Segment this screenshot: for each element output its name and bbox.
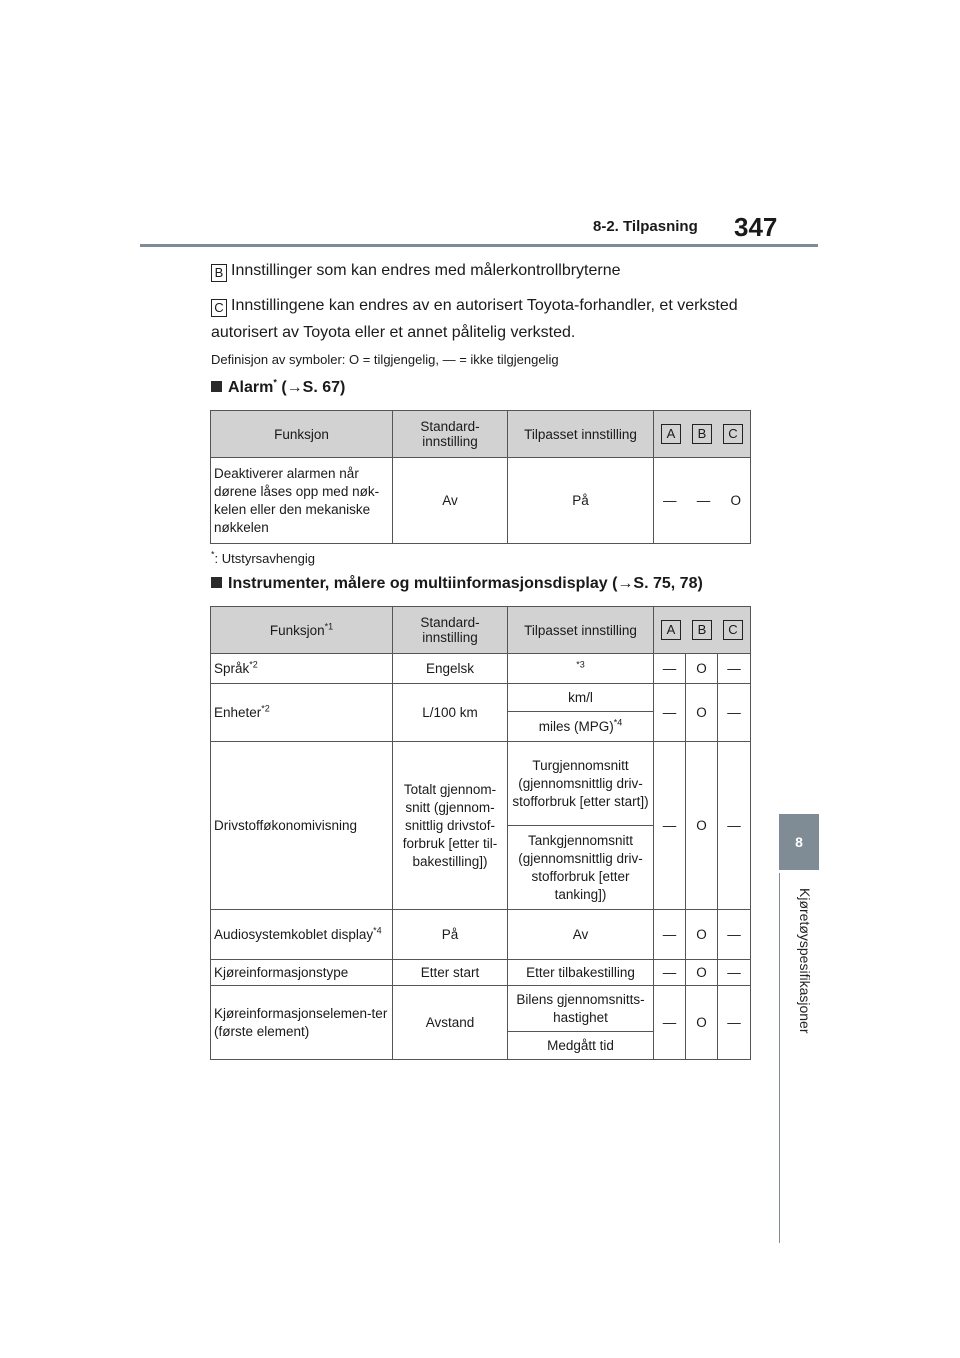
cell-b: O (686, 986, 718, 1060)
cell-function: Kjøreinformasjonstype (211, 960, 393, 986)
header-rule (140, 244, 818, 247)
table-row (211, 742, 751, 826)
cell-b: O (686, 654, 718, 684)
cell-custom: Etter tilbakestilling (508, 960, 654, 986)
table-row (211, 654, 751, 684)
legend-c-text-line2: autorisert av Toyota eller et annet pålitelig verksted. (211, 324, 576, 341)
cell-default: Engelsk (393, 654, 508, 684)
custom-sup: *4 (613, 717, 623, 727)
header-function-sup: *1 (324, 621, 334, 631)
custom-sup: *3 (576, 659, 585, 669)
cell-function (211, 910, 393, 960)
cell-default: Totalt gjennom-snitt (gjennom-snittlig drivstof-forbruk [etter til-bakestilling]) (393, 742, 508, 910)
cell-c: — (718, 986, 751, 1060)
table-row (211, 960, 751, 986)
alarm-title-sup: * (273, 377, 277, 388)
header-abc (654, 607, 751, 654)
cell-function (211, 654, 393, 684)
function-text: Språk (214, 660, 250, 676)
cell-b: O (686, 742, 718, 910)
cell-custom: Tankgjennomsnitt (gjennomsnittlig driv-stofforbruk [etter tanking]) (508, 826, 654, 910)
cell-b: O (686, 910, 718, 960)
header-function-text: Funksjon (269, 622, 325, 638)
cell-b: — (696, 492, 711, 508)
header-function: Funksjon (211, 411, 393, 458)
cell-c: — (718, 910, 751, 960)
header-custom: Tilpasset innstilling (508, 411, 654, 458)
table-row (211, 986, 751, 1032)
cell-a: — (654, 986, 686, 1060)
side-divider (779, 873, 780, 1243)
cell-default: Etter start (393, 960, 508, 986)
cell-custom: Medgått tid (508, 1032, 654, 1060)
header-default: Standard-innstilling (393, 607, 508, 654)
cell-function: Kjøreinformasjonselemen-ter (første element) (211, 986, 393, 1060)
legend-c-letter: C (211, 299, 227, 317)
instruments-title: Instrumenter, målere og multiinformasjonsdisplay (228, 575, 608, 592)
cell-abc (654, 458, 751, 544)
table-header-row (211, 411, 751, 458)
cell-b: O (686, 960, 718, 986)
section-title: 8-2. Tilpasning (593, 218, 698, 235)
header-b: B (692, 424, 712, 444)
header-a: A (661, 424, 681, 444)
instruments-heading (211, 575, 703, 593)
alarm-table (210, 410, 751, 544)
cell-custom (508, 712, 654, 742)
function-text: Enheter (214, 704, 262, 720)
table-header-row (211, 607, 751, 654)
cell-b: O (686, 684, 718, 742)
alarm-heading (211, 379, 345, 397)
cell-default: Av (393, 458, 508, 544)
table-row (211, 684, 751, 712)
legend-c (211, 296, 738, 317)
cell-function: Deaktiverer alarmen når dørene låses opp med nøk-kelen eller den mekaniske nøkkelen (211, 458, 393, 544)
page-number: 347 (734, 212, 778, 242)
function-sup: *2 (249, 659, 258, 669)
header-abc (654, 411, 751, 458)
symbol-definition: Definisjon av symboler: O = tilgjengelig, — = ikke tilgjengelig (211, 352, 559, 367)
header-default: Standard-innstilling (393, 411, 508, 458)
cell-c: O (730, 492, 741, 508)
function-sup: *4 (373, 925, 382, 935)
header-function (211, 607, 393, 654)
cell-default: På (393, 910, 508, 960)
cell-c: — (718, 960, 751, 986)
header-b: B (692, 620, 712, 640)
cell-a: — (654, 960, 686, 986)
cell-a: — (663, 492, 677, 508)
header-c: C (723, 620, 743, 640)
instruments-table (210, 606, 751, 1060)
function-text: Audiosystemkoblet display (214, 926, 374, 942)
cell-c: — (718, 654, 751, 684)
legend-b-letter: B (211, 264, 227, 282)
function-sup: *2 (261, 703, 270, 713)
cell-function: Drivstofføkonomivisning (211, 742, 393, 910)
cell-a: — (654, 654, 686, 684)
bullet-square-icon (211, 577, 222, 588)
alarm-ref: (→S. 67) (276, 379, 346, 396)
header-a: A (661, 620, 681, 640)
cell-default: L/100 km (393, 684, 508, 742)
table-row (211, 910, 751, 960)
cell-a: — (654, 742, 686, 910)
cell-a: — (654, 684, 686, 742)
header-c: C (723, 424, 743, 444)
custom-text: miles (MPG) (538, 718, 614, 734)
chapter-tab (779, 814, 819, 870)
footnote-text: : Utstyrsavhengig (214, 551, 315, 566)
header-custom: Tilpasset innstilling (508, 607, 654, 654)
cell-custom: km/l (508, 684, 654, 712)
cell-a: — (654, 910, 686, 960)
cell-default: Avstand (393, 986, 508, 1060)
cell-c: — (718, 684, 751, 742)
table-row (211, 458, 751, 544)
chapter-label: Kjøretøyspesifikasjoner (797, 888, 813, 1034)
alarm-title: Alarm (228, 379, 274, 396)
instruments-ref: (→S. 75, 78) (607, 575, 703, 592)
cell-custom: Bilens gjennomsnitts-hastighet (508, 986, 654, 1032)
bullet-square-icon (211, 381, 222, 392)
cell-custom: På (508, 458, 654, 544)
legend-b (211, 261, 621, 282)
legend-c-text-line1: Innstillingene kan endres av en autorisert Toyota-forhandler, et verksted (231, 297, 738, 314)
alarm-footnote (211, 549, 315, 569)
cell-c: — (718, 742, 751, 910)
cell-custom: Av (508, 910, 654, 960)
cell-custom (508, 654, 654, 684)
footnote-mark: * (211, 549, 215, 560)
legend-b-text: Innstillinger som kan endres med målerkontrollbryterne (231, 262, 621, 279)
cell-custom: Turgjennomsnitt (gjennomsnittlig driv-stofforbruk [etter start]) (508, 742, 654, 826)
chapter-number: 8 (795, 834, 803, 850)
cell-function (211, 684, 393, 742)
